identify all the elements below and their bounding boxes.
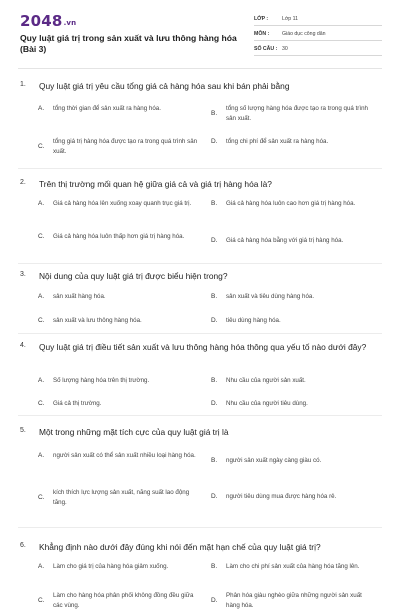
option-a[interactable] [38, 199, 203, 209]
option-letter: C. [38, 597, 45, 604]
question-number: 5. [20, 427, 26, 434]
option-letter: A. [38, 293, 45, 301]
option-d[interactable] [211, 591, 376, 610]
option-text: sản xuất và lưu thông hàng hóa. [53, 317, 142, 324]
option-a[interactable] [38, 376, 203, 386]
option-c[interactable] [38, 232, 203, 242]
option-b[interactable] [211, 104, 376, 123]
option-c[interactable] [38, 399, 203, 409]
question-number: 6. [20, 542, 26, 549]
option-d[interactable] [211, 492, 376, 502]
question-number: 2. [20, 179, 26, 186]
option-c[interactable] [38, 137, 203, 156]
meta-class-row [254, 13, 382, 26]
question-number: 1. [20, 81, 26, 88]
option-text: người sản xuất ngày càng giàu có. [226, 457, 322, 464]
option-letter: C. [38, 233, 45, 241]
option-letter: A. [38, 452, 45, 460]
option-b[interactable] [211, 199, 376, 209]
option-text: Nhu cầu của người tiêu dùng. [226, 400, 308, 407]
question-text: Quy luật giá trị điều tiết sản xuất và lưu thông hàng hóa thông qua yếu tố nào dưới đây? [39, 342, 367, 352]
option-d[interactable] [211, 137, 376, 147]
question-divider [18, 415, 382, 416]
question-divider [18, 263, 382, 264]
option-text: tổng chi phí để sản xuất ra hàng hóa. [226, 138, 329, 145]
meta-label: SỐ CÂU : [254, 46, 278, 52]
option-letter: B. [211, 200, 218, 208]
option-letter: D. [211, 317, 218, 325]
option-d[interactable] [211, 236, 376, 246]
option-text: tổng thời gian để sản xuất ra hàng hóa. [53, 105, 161, 112]
option-text: Giá cả hàng hóa luôn cao hơn giá trị hàng hóa. [226, 200, 356, 207]
option-letter: B. [211, 293, 218, 301]
option-a[interactable] [38, 562, 203, 572]
option-letter: D. [211, 597, 218, 604]
option-c[interactable] [38, 488, 203, 507]
option-letter: D. [211, 493, 218, 501]
question-text: Nội dung của quy luật giá trị được biểu hiện trong? [39, 271, 228, 281]
option-b[interactable] [211, 292, 376, 302]
option-letter: C. [38, 317, 45, 325]
option-letter: B. [211, 377, 218, 385]
question-divider [18, 527, 382, 528]
meta-value: Giáo dục công dân [282, 31, 326, 37]
meta-value: 30 [282, 46, 288, 52]
option-text: người sản xuất có thể sản xuất nhiều loại hàng hóa. [53, 452, 196, 459]
option-text: kích thích lực lượng sản xuất, năng suất lao động tăng. [53, 489, 190, 506]
option-text: Giá cả thị trường. [53, 400, 102, 407]
page-title: Quy luật giá trị trong sản xuất và lưu thông hàng hóa (Bài 3) [20, 33, 237, 54]
option-text: Số lượng hàng hóa trên thị trường. [53, 377, 150, 384]
question-number: 3. [20, 271, 26, 278]
meta-label: MÔN : [254, 31, 270, 37]
option-text: Giá cả hàng hóa luôn thấp hơn giá trị hàng hóa. [53, 233, 185, 240]
option-text: tiêu dùng hàng hóa. [226, 317, 281, 324]
question-text: Một trong những mặt tích cực của quy luật giá trị là [39, 427, 229, 437]
question-divider [18, 333, 382, 334]
option-text: Làm cho hàng hóa phân phối không đồng đều giữa các vùng. [53, 592, 194, 609]
option-b[interactable] [211, 376, 376, 386]
option-text: Làm cho giá trị của hàng hóa giảm xuống. [53, 563, 169, 570]
site-logo[interactable] [20, 12, 76, 30]
option-text: Làm cho chi phí sản xuất của hàng hóa tăng lên. [226, 563, 360, 570]
option-letter: A. [38, 563, 45, 571]
option-text: tổng số lượng hàng hóa được tạo ra trong quá trình sản xuất. [226, 105, 368, 122]
option-text: người tiêu dùng mua được hàng hóa rẻ. [226, 493, 337, 500]
option-letter: D. [211, 138, 218, 146]
question-number: 4. [20, 342, 26, 349]
option-text: Giá cả hàng hóa lên xuống xoay quanh trục giá trị. [53, 200, 192, 207]
option-letter: A. [38, 200, 45, 208]
header-divider [18, 68, 382, 69]
option-letter: B. [211, 457, 218, 465]
document-meta [254, 13, 382, 58]
option-a[interactable] [38, 104, 203, 114]
option-letter: D. [211, 400, 218, 408]
option-a[interactable] [38, 451, 203, 461]
question-text: Khẳng định nào dưới đây đúng khi nói đến mặt hạn chế của quy luật giá trị? [39, 542, 321, 552]
option-text: sản xuất và tiêu dùng hàng hóa. [226, 293, 315, 300]
option-b[interactable] [211, 562, 376, 572]
meta-subject-row [254, 28, 382, 41]
option-d[interactable] [211, 316, 376, 326]
meta-value: Lớp 11 [282, 16, 298, 22]
logo-main: 2048 [20, 12, 63, 30]
question-divider [18, 168, 382, 169]
option-c[interactable] [38, 316, 203, 326]
option-letter: C. [38, 400, 45, 408]
option-text: Nhu cầu của người sản xuất. [226, 377, 306, 384]
logo-suffix: .vn [63, 19, 77, 27]
question-text: Quy luật giá trị yêu cầu tổng giá cả hàng hóa sau khi bán phải bằng [39, 81, 290, 91]
option-letter: A. [38, 377, 45, 385]
option-c[interactable] [38, 591, 203, 610]
question-text: Trên thị trường mối quan hệ giữa giá cả và giá trị hàng hóa là? [39, 179, 272, 189]
option-letter: D. [211, 237, 218, 245]
option-text: Giá cả hàng hóa bằng với giá trị hàng hóa. [226, 237, 344, 244]
meta-count-row [254, 43, 382, 56]
meta-label: LỚP : [254, 16, 269, 22]
option-d[interactable] [211, 399, 376, 409]
option-letter: B. [211, 110, 218, 117]
option-b[interactable] [211, 456, 376, 466]
option-letter: B. [211, 563, 218, 571]
option-text: sản xuất hàng hóa. [53, 293, 106, 300]
option-text: tổng giá trị hàng hóa được tạo ra trong quá trình sản xuất. [53, 138, 198, 155]
option-a[interactable] [38, 292, 203, 302]
option-letter: A. [38, 105, 45, 113]
option-letter: C. [38, 143, 45, 150]
document-header [0, 0, 400, 62]
option-text: Phân hóa giàu nghèo giữa những người sản xuất hàng hóa. [226, 592, 362, 609]
option-letter: C. [38, 494, 45, 501]
